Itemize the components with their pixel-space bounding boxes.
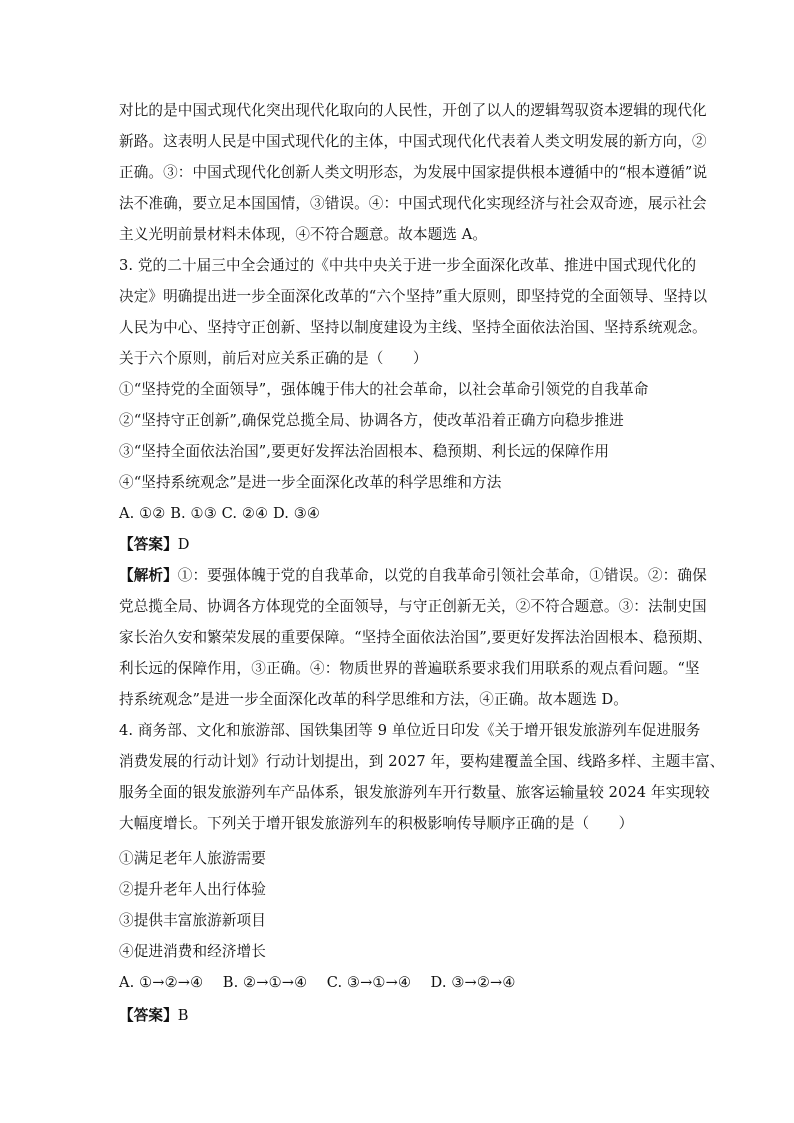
question-4-stem: 大幅度增长。下列关于增开银发旅游列车的积极影响传导顺序正确的是（ ）	[119, 815, 634, 832]
question-4-option-2: ②提升老年人出行体验	[119, 881, 266, 898]
paragraph-line: 正确。③：中国式现代化创新人类文明形态，为发展中国家提供根本遵循中的“根本遵循”说	[119, 164, 708, 181]
answer-label: 【答案】	[119, 536, 178, 553]
answer-value: D	[177, 536, 190, 553]
analysis-line: 家长治久安和繁荣发展的重要保障。“坚持全面依法治国”,要更好发挥法治固根本、稳预期、	[119, 629, 712, 646]
question-4-option-1: ①满足老年人旅游需要	[119, 850, 266, 867]
question-4-choices: A. ①→②→④ B. ②→①→④ C. ③→①→④ D. ③→②→④	[119, 974, 516, 991]
question-4-stem: 服务全面的银发旅游列车产品体系，银发旅游列车开行数量、旅客运输量较 2024 年实现较	[119, 784, 710, 801]
question-3-analysis	[119, 566, 707, 586]
question-3-option-4: ④“坚持系统观念”是进一步全面深化改革的科学思维和方法	[119, 474, 502, 491]
question-3-stem: 决定》明确提出进一步全面深化改革的“六个坚持”重大原则，即坚持党的全面领导、坚持以	[119, 288, 708, 305]
analysis-line: 党总揽全局、协调各方体现党的全面领导，与守正创新无关，②不符合题意。③：法制史国	[119, 598, 707, 615]
question-4-option-3: ③提供丰富旅游新项目	[119, 912, 266, 929]
analysis-label: 【解析】	[119, 567, 178, 584]
paragraph-line: 主义光明前景材料未体现，④不符合题意。故本题选 A。	[119, 226, 488, 243]
question-3-stem: 人民为中心、坚持守正创新、坚持以制度建设为主线、坚持全面依法治国、坚持系统观念。	[119, 319, 707, 336]
question-4-answer	[119, 1006, 679, 1026]
question-3-stem: 关于六个原则，前后对应关系正确的是（ ）	[119, 350, 428, 367]
question-4-stem: 4. 商务部、文化和旅游部、国铁集团等 9 单位近日印发《关于增开银发旅游列车促进服务	[119, 722, 701, 739]
paragraph-line: 法不准确，要立足本国国情，③错误。④：中国式现代化实现经济与社会双奇迹，展示社会	[119, 195, 707, 212]
analysis-line: 利长远的保障作用，③正确。④：物质世界的普遍联系要求我们用联系的观点看问题。“坚	[119, 660, 700, 677]
question-3-stem: 3. 党的二十届三中全会通过的《中共中央关于进一步全面深化改革、推进中国式现代化的	[119, 257, 697, 274]
question-3-choices: A. ①② B. ①③ C. ②④ D. ③④	[119, 505, 321, 522]
question-3-answer	[119, 535, 679, 555]
analysis-text: ①：要强体魄于党的自我革命，以党的自我革命引领社会革命，①错误。②：确保	[177, 567, 707, 584]
answer-value: B	[177, 1007, 189, 1024]
question-4-option-4: ④促进消费和经济增长	[119, 943, 266, 960]
paragraph-line: 对比的是中国式现代化突出现代化取向的人民性，开创了以人的逻辑驾驭资本逻辑的现代化	[119, 102, 707, 119]
answer-label: 【答案】	[119, 1007, 178, 1024]
paragraph-line: 新路。这表明人民是中国式现代化的主体，中国式现代化代表着人类文明发展的新方向，②	[119, 133, 707, 150]
question-3-option-3: ③“坚持全面依法治国”,要更好发挥法治固根本、稳预期、利长远的保障作用	[119, 443, 610, 460]
analysis-line: 持系统观念”是进一步全面深化改革的科学思维和方法，④正确。故本题选 D。	[119, 691, 628, 708]
question-3-option-1: ①“坚持党的全面领导”，强体魄于伟大的社会革命，以社会革命引领党的自我革命	[119, 381, 649, 398]
question-3-option-2: ②“坚持守正创新”,确保党总揽全局、协调各方，使改革沿着正确方向稳步推进	[119, 412, 624, 429]
question-4-stem: 消费发展的行动计划》行动计划提出，到 2027 年，要构建覆盖全国、线路多样、主题丰富、	[119, 753, 725, 770]
